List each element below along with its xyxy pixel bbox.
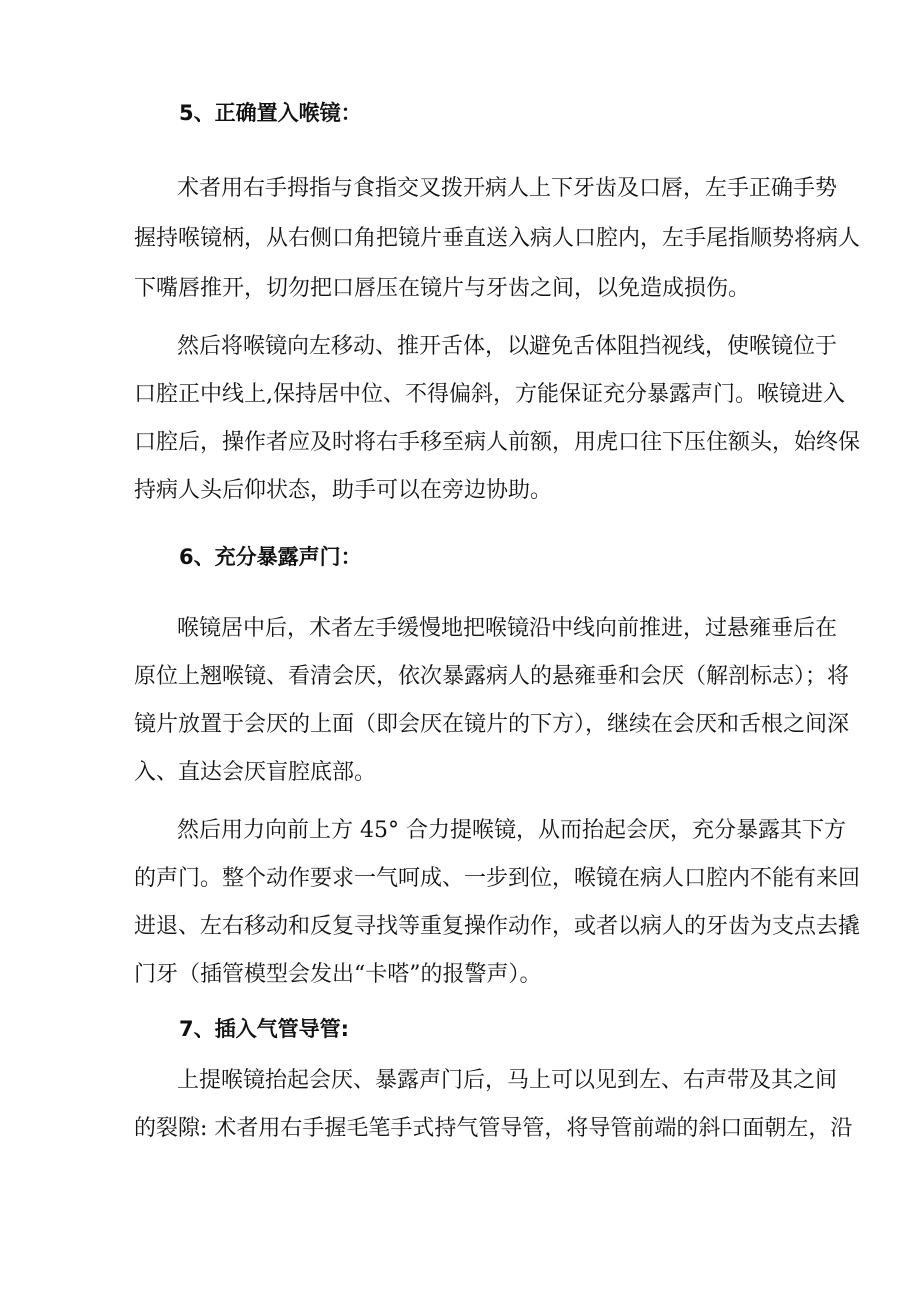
paragraph-line: 入、直达会厌盲腔底部。: [134, 760, 377, 785]
paragraph-line: 上提喉镜抬起会厌、暴露声门后，马上可以见到左、右声带及其之间: [177, 1068, 838, 1093]
paragraph-line: 术者用右手拇指与食指交叉拨开病人上下牙齿及口唇，左手正确手势: [177, 176, 838, 201]
paragraph-line: 原位上翘喉镜、看清会厌，依次暴露病人的悬雍垂和会厌（解剖标志）；将: [134, 664, 850, 689]
paragraph-line: 的裂隙: 术者用右手握毛笔手式持气管导管，将导管前端的斜口面朝左，沿: [134, 1116, 853, 1141]
paragraph-line: 镜片放置于会厌的上面（即会厌在镜片的下方），继续在会厌和舌根之间深: [134, 712, 850, 737]
paragraph-line: 门牙（插管模型会发出“卡嗒”的报警声）。: [134, 962, 542, 987]
paragraph-line: 进退、左右移动和反复寻找等重复操作动作，或者以病人的牙齿为支点去撬: [134, 914, 861, 939]
paragraph-line: 然后用力向前上方 45° 合力提喉镜，从而抬起会厌，充分暴露其下方: [177, 818, 846, 843]
paragraph-line: 然后将喉镜向左移动、推开舌体，以避免舌体阻挡视线，使喉镜位于: [177, 334, 838, 359]
paragraph-line: 的声门。整个动作要求一气呵成、一步到位，喉镜在病人口腔内不能有来回: [134, 866, 861, 891]
paragraph-line: 握持喉镜柄，从右侧口角把镜片垂直送入病人口腔内，左手尾指顺势将病人: [134, 226, 861, 251]
paragraph-line: 下嘴唇推开，切勿把口唇压在镜片与牙齿之间，以免造成损伤。: [134, 276, 751, 301]
paragraph-line: 持病人头后仰状态，助手可以在旁边协助。: [134, 478, 553, 503]
section-5-heading: 5、正确置入喉镜：: [179, 101, 362, 125]
paragraph-line: 喉镜居中后，术者左手缓慢地把喉镜沿中线向前推进，过悬雍垂后在: [177, 616, 838, 641]
section-6-heading: 6、充分暴露声门：: [179, 545, 362, 569]
paragraph-line: 口腔后，操作者应及时将右手移至病人前额，用虎口往下压住额头，始终保: [134, 430, 861, 455]
paragraph-line: 口腔正中线上,保持居中位、不得偏斜，方能保证充分暴露声门。喉镜进入: [134, 382, 845, 407]
section-7-heading: 7、插入气管导管:: [179, 1017, 350, 1041]
